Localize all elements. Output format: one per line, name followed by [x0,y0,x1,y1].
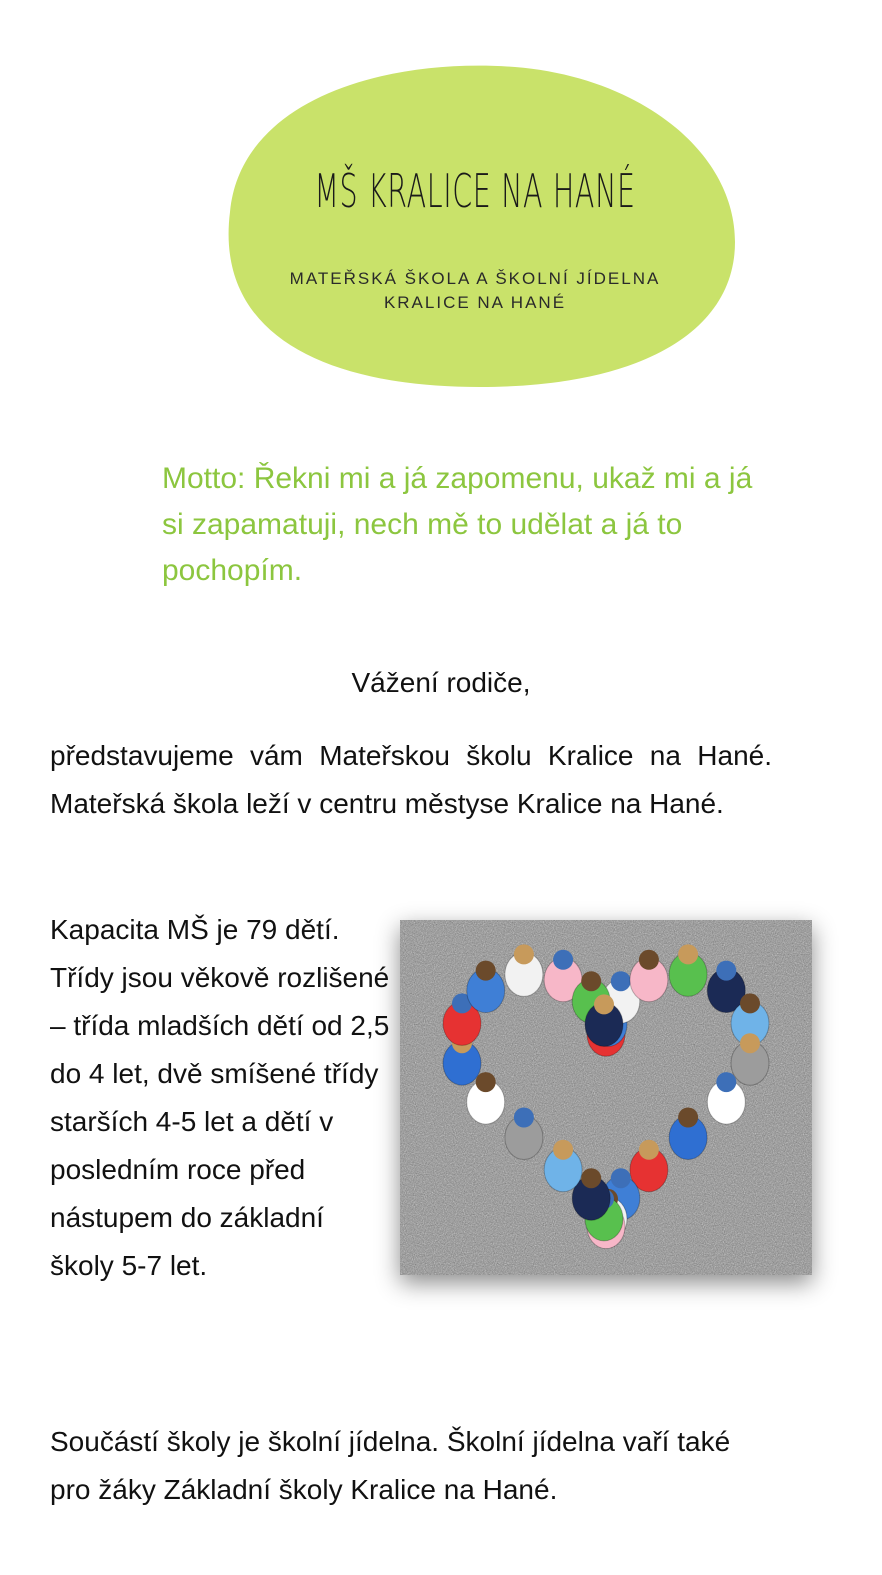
child-head [611,1168,631,1188]
logo-blob [210,62,740,392]
kitchen-paragraph: Součástí školy je školní jídelna. Školní jídelna vaří také pro žáky Základní školy Kralice na Hané. [50,1426,731,1505]
logo-subtitle-line2: KRALICE NA HANÉ [383,293,567,312]
school-logo [210,62,740,392]
child-head [740,993,760,1013]
child-head [639,950,659,970]
child-head [553,950,573,970]
child-head [716,1072,736,1092]
child-head [581,1168,601,1188]
children-heart-photo [400,920,812,1275]
capacity-paragraph: Kapacita MŠ je 79 dětí. Třídy jsou věkově rozlišené – třída mladších dětí od 2,5 do 4 let, dvě smíšené třídy starších 4-5 let a dětí v posledním roce před nástupem do základní školy 5-7 let. [50,914,390,1281]
child-head [514,944,534,964]
child-head [476,961,496,981]
child-head [553,1140,573,1160]
logo-title: MŠ KRALICE NA HANÉ [314,164,636,218]
motto-text: Motto: Řekni mi a já zapomenu, ukaž mi a já si zapamatuji, nech mě to udělat a já to pochopím. [162,462,753,587]
intro-paragraph: představujeme vám Mateřskou školu Kralice na Hané. Mateřská škola leží v centru městyse Kralice na Hané. [50,740,772,819]
children-heart-illustration [400,920,812,1275]
greeting: Vážení rodiče, [351,667,531,698]
child-head [594,994,614,1014]
child-head [639,1140,659,1160]
child-head [581,971,601,991]
child-head [678,944,698,964]
child-head [514,1108,534,1128]
child-head [678,1108,698,1128]
child-head [716,961,736,981]
child-head [611,971,631,991]
child-head [476,1072,496,1092]
child-head [740,1033,760,1053]
logo-subtitle-line1: MATEŘSKÁ ŠKOLA A ŠKOLNÍ JÍDELNA [289,269,661,288]
